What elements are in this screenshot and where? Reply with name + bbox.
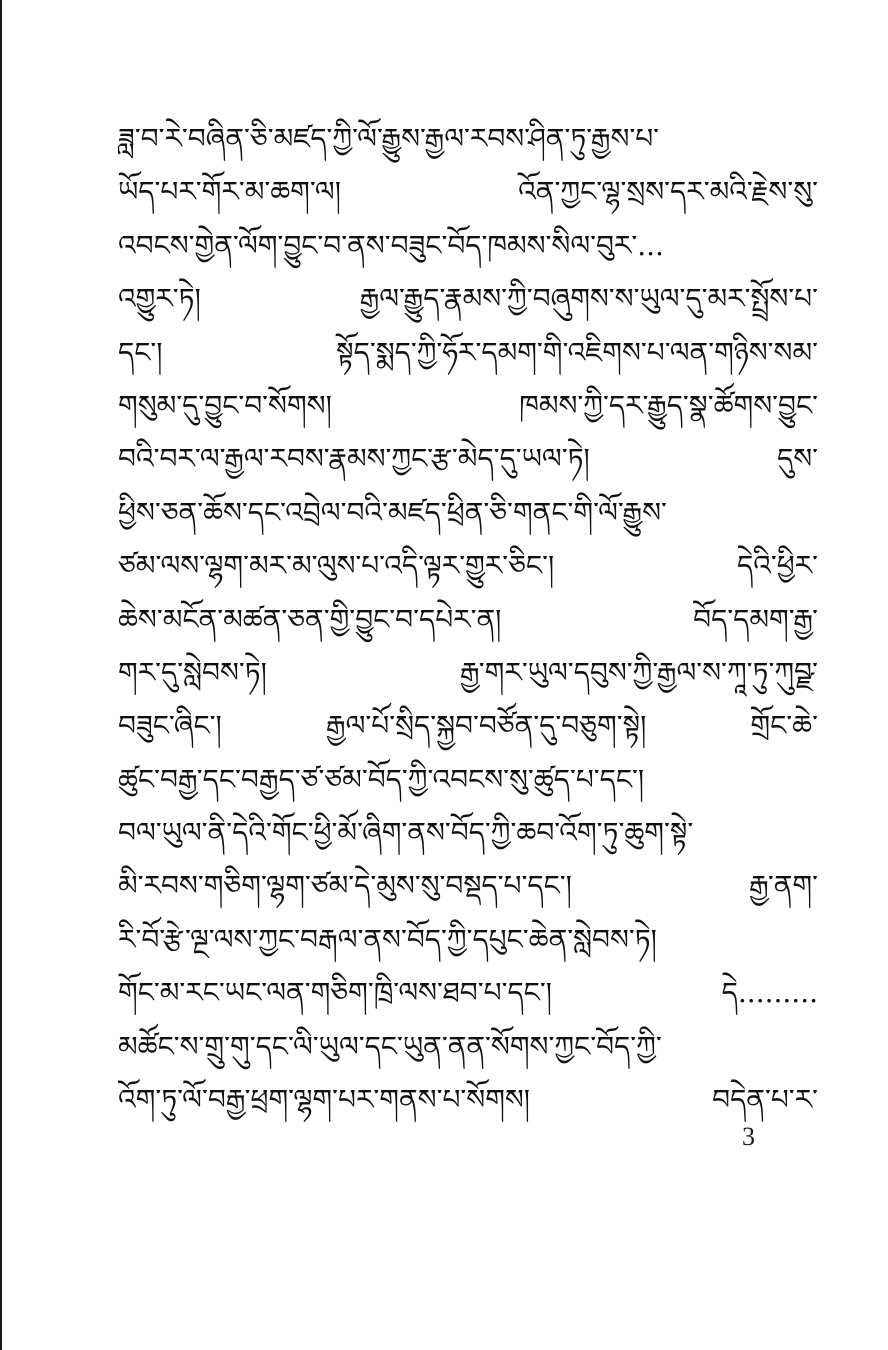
body-text bbox=[118, 112, 818, 1126]
text-line: བའི་བར་ལ་རྒྱལ་རབས་རྣམས་ཀྱང་རྩ་མེད་དུ་ཡལ་ཏེ། དུས་ bbox=[118, 442, 818, 476]
text-line: གར་དུ་སླེབས་ཏེ། རྒྱ་གར་ཡུལ་དབུས་ཀྱི་རྒྱལ་ས་ཀཱ་ཏུ་ཀུབྫ་ bbox=[118, 655, 818, 689]
text-line: གསུམ་དུ་བྱུང་བ་སོགས། ཁམས་ཀྱི་དར་རྒྱུད་སྣ་ཚོགས་བྱུང་ bbox=[118, 388, 818, 422]
text-line: འབངས་གྱེན་ལོག་བྱུང་བ་ནས་བཟུང་བོད་ཁམས་སིལ་བུར་... bbox=[118, 228, 664, 262]
page-number: 3 bbox=[742, 1122, 755, 1151]
text-line: ཟླ་བ་རེ་བཞིན་ཅི་མཛད་ཀྱི་ལོ་རྒྱུས་རྒྱལ་རབས་ཤིན་ཏུ་རྒྱས་པ་ bbox=[118, 122, 660, 155]
text-line: མཚོང་ས་གྲུ་གུ་དང་ལི་ཡུལ་དང་ཡུན་ནན་སོགས་ཀྱང་བོད་ཀྱི་ bbox=[118, 1029, 662, 1063]
text-line: ཚུང་བརྒྱ་དང་བརྒྱད་ཙ་ཙམ་བོད་ཀྱི་འབངས་སུ་ཚུད་པ་དང་། bbox=[118, 762, 645, 796]
text-line: ཙམ་ལས་ལྷག་མར་མ་ལུས་པ་འདི་ལྟར་གྱུར་ཅིང་། དེའི་ཕྱིར་ bbox=[118, 549, 818, 583]
text-line: མི་རབས་གཅིག་ལྷག་ཙམ་དེ་མུས་སུ་བསྡད་པ་དང་། རྒྱ་ནག་ bbox=[118, 869, 818, 903]
text-line: བཟུང་ཞིང་། རྒྱལ་པོ་སྲིད་སྐྱབ་བཙོན་དུ་བཅུག་སྟེ། གྲོང་ཆེ་ bbox=[118, 709, 818, 743]
text-line: འགྱུར་ཏེ། རྒྱལ་རྒྱུད་རྣམས་ཀྱི་བཞུགས་ས་ཡུལ་དུ་མར་སྤྲོས་པ་ bbox=[118, 282, 818, 316]
page-left-border bbox=[0, 0, 2, 1350]
text-line: ཕྱིས་ཅན་ཆོས་དང་འབྲེལ་བའི་མཛད་ཕྲིན་ཅི་གནང་གི་ལོ་རྒྱུས་ bbox=[118, 495, 667, 529]
text-line: ཡོད་པར་གོར་མ་ཆག་ལ། འོན་ཀྱང་ལྷ་སྲས་དར་མའི་རྗེས་སུ་ bbox=[118, 175, 818, 209]
text-line: རི་བོ་རྩེ་ལྔ་ལས་ཀྱང་བརྒལ་ནས་བོད་ཀྱི་དཔུང་ཆེན་སླེབས་ཏེ། bbox=[118, 922, 657, 956]
text-line: ཆེས་མངོན་མཚན་ཅན་གྱི་བྱུང་བ་དཔེར་ན། བོད་དམག་རྒྱ་ bbox=[118, 602, 818, 636]
text-line: འོག་ཏུ་ལོ་བརྒྱ་ཕྲག་ལྷག་པར་གནས་པ་སོགས། བདེན་པ་ར་ bbox=[118, 1083, 818, 1117]
text-line: བལ་ཡུལ་ནི་དེའི་གོང་ཕྱི་མོ་ཞིག་ནས་བོད་ཀྱི་ཆབ་འོག་ཏུ་ཆུག་སྟེ་ bbox=[118, 816, 694, 850]
text-line: གོང་མ་རང་ཡང་ལན་གཅིག་ཁྲི་ལས་ཐབ་པ་དང་། དེ......... bbox=[118, 976, 818, 1010]
text-line: དང་། སྟོད་སྨད་ཀྱི་ཧོར་དམག་གི་འཇིགས་པ་ལན་གཉིས་སམ་ bbox=[118, 335, 818, 369]
